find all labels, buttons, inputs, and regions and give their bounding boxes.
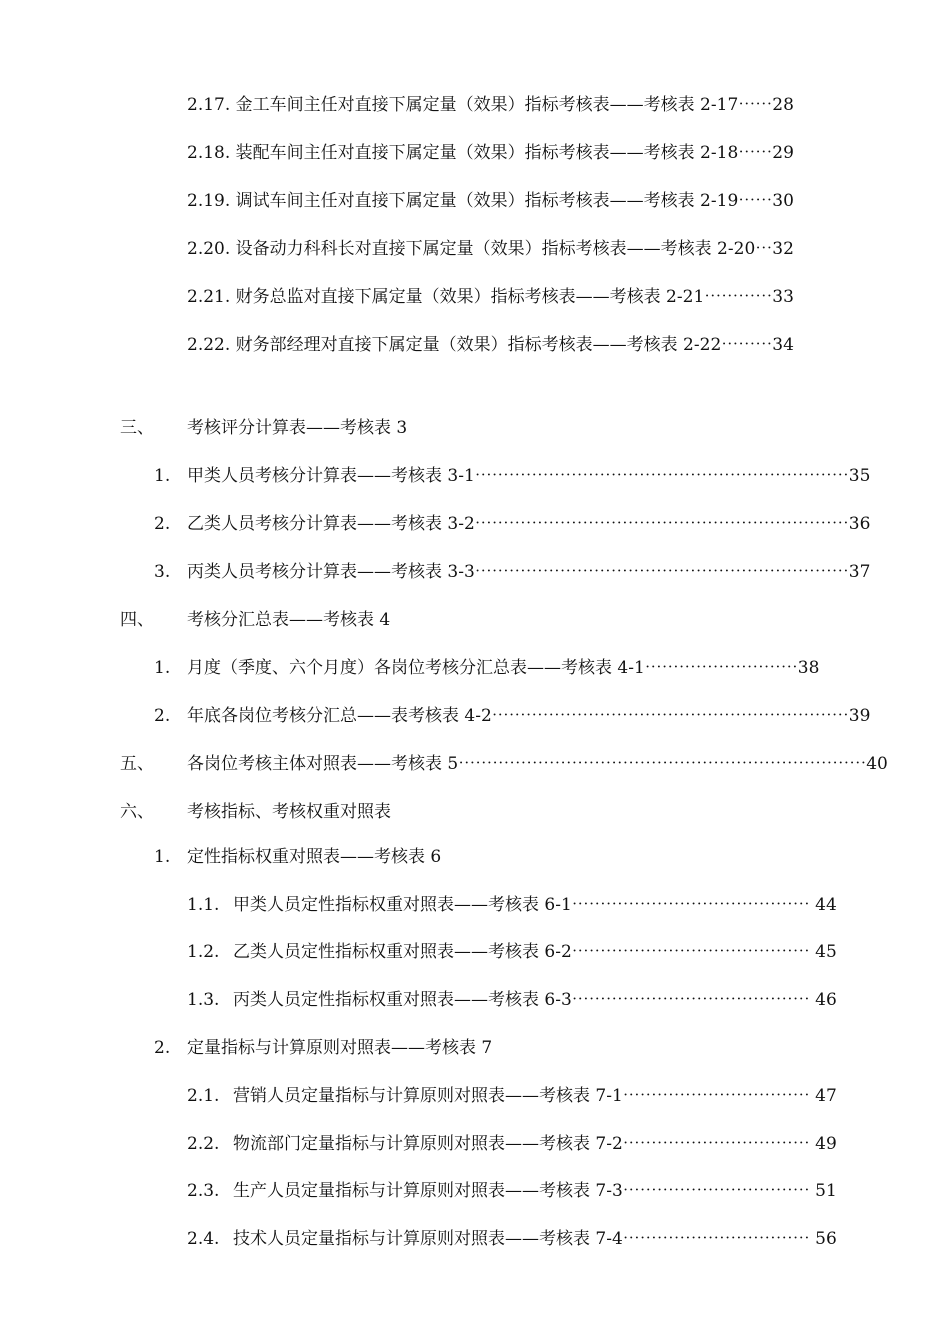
toc-entry-number: 3. — [154, 562, 171, 582]
toc-section-number: 三、 — [120, 418, 154, 438]
toc-entry-number: 1. — [154, 466, 171, 486]
toc-entry-text: 年底各岗位考核分汇总——表考核表 4-2⋯⋯⋯⋯⋯⋯⋯⋯⋯⋯⋯⋯⋯⋯⋯⋯⋯⋯⋯⋯⋯39 — [187, 706, 871, 726]
toc-entry-text: 2.18. 装配车间主任对直接下属定量（效果）指标考核表——考核表 2-18⋯⋯29 — [187, 143, 794, 163]
toc-entry-text: 技术人员定量指标与计算原则对照表——考核表 7-4⋯⋯⋯⋯⋯⋯⋯⋯⋯⋯⋯ 56 — [233, 1229, 837, 1249]
toc-entry-number: 1.3. — [187, 990, 220, 1010]
toc-entry-number: 2. — [154, 706, 171, 726]
toc-entry-number: 2.3. — [187, 1181, 220, 1201]
toc-entry-text: 乙类人员考核分计算表——考核表 3-2⋯⋯⋯⋯⋯⋯⋯⋯⋯⋯⋯⋯⋯⋯⋯⋯⋯⋯⋯⋯⋯⋯36 — [187, 514, 871, 534]
toc-entry-number: 2. — [154, 514, 171, 534]
toc-entry-text: 生产人员定量指标与计算原则对照表——考核表 7-3⋯⋯⋯⋯⋯⋯⋯⋯⋯⋯⋯ 51 — [233, 1181, 837, 1201]
toc-entry-number: 2.4. — [187, 1229, 220, 1249]
toc-entry-text: 定性指标权重对照表——考核表 6 — [187, 847, 442, 867]
toc-section-title: 考核分汇总表——考核表 4 — [187, 610, 391, 630]
toc-entry-text: 乙类人员定性指标权重对照表——考核表 6-2⋯⋯⋯⋯⋯⋯⋯⋯⋯⋯⋯⋯⋯⋯ 45 — [233, 942, 837, 962]
toc-section-number: 六、 — [120, 802, 154, 822]
toc-entry-text: 2.21. 财务总监对直接下属定量（效果）指标考核表——考核表 2-21⋯⋯⋯⋯33 — [187, 287, 794, 307]
toc-entry-text: 2.17. 金工车间主任对直接下属定量（效果）指标考核表——考核表 2-17⋯⋯28 — [187, 95, 794, 115]
toc-entry-number: 2.2. — [187, 1134, 220, 1154]
toc-section-number: 四、 — [120, 610, 154, 630]
toc-entry-number: 1.2. — [187, 942, 220, 962]
toc-entry-text: 定量指标与计算原则对照表——考核表 7 — [187, 1038, 493, 1058]
toc-entry-number: 1. — [154, 658, 171, 678]
toc-entry-text: 2.19. 调试车间主任对直接下属定量（效果）指标考核表——考核表 2-19⋯⋯30 — [187, 191, 794, 211]
toc-entry-text: 2.20. 设备动力科科长对直接下属定量（效果）指标考核表——考核表 2-20⋯32 — [187, 239, 794, 259]
toc-entry-text: 甲类人员考核分计算表——考核表 3-1⋯⋯⋯⋯⋯⋯⋯⋯⋯⋯⋯⋯⋯⋯⋯⋯⋯⋯⋯⋯⋯⋯35 — [187, 466, 871, 486]
toc-entry-number: 2. — [154, 1038, 171, 1058]
toc-entry-text: 营销人员定量指标与计算原则对照表——考核表 7-1⋯⋯⋯⋯⋯⋯⋯⋯⋯⋯⋯ 47 — [233, 1086, 837, 1106]
toc-entry-number: 1. — [154, 847, 171, 867]
toc-section-title: 各岗位考核主体对照表——考核表 5⋯⋯⋯⋯⋯⋯⋯⋯⋯⋯⋯⋯⋯⋯⋯⋯⋯⋯⋯⋯⋯⋯⋯⋯40 — [187, 754, 888, 774]
toc-entry-text: 甲类人员定性指标权重对照表——考核表 6-1⋯⋯⋯⋯⋯⋯⋯⋯⋯⋯⋯⋯⋯⋯ 44 — [233, 895, 837, 915]
toc-section-title: 考核评分计算表——考核表 3 — [187, 418, 408, 438]
toc-entry-text: 2.22. 财务部经理对直接下属定量（效果）指标考核表——考核表 2-22⋯⋯⋯34 — [187, 335, 794, 355]
toc-section-title: 考核指标、考核权重对照表 — [187, 802, 391, 822]
toc-entry-number: 2.1. — [187, 1086, 220, 1106]
toc-entry-text: 物流部门定量指标与计算原则对照表——考核表 7-2⋯⋯⋯⋯⋯⋯⋯⋯⋯⋯⋯ 49 — [233, 1134, 837, 1154]
toc-section-number: 五、 — [120, 754, 154, 774]
toc-entry-number: 1.1. — [187, 895, 220, 915]
toc-entry-text: 丙类人员考核分计算表——考核表 3-3⋯⋯⋯⋯⋯⋯⋯⋯⋯⋯⋯⋯⋯⋯⋯⋯⋯⋯⋯⋯⋯⋯37 — [187, 562, 871, 582]
toc-entry-text: 月度（季度、六个月度）各岗位考核分汇总表——考核表 4-1⋯⋯⋯⋯⋯⋯⋯⋯⋯38 — [187, 658, 820, 678]
toc-entry-text: 丙类人员定性指标权重对照表——考核表 6-3⋯⋯⋯⋯⋯⋯⋯⋯⋯⋯⋯⋯⋯⋯ 46 — [233, 990, 837, 1010]
